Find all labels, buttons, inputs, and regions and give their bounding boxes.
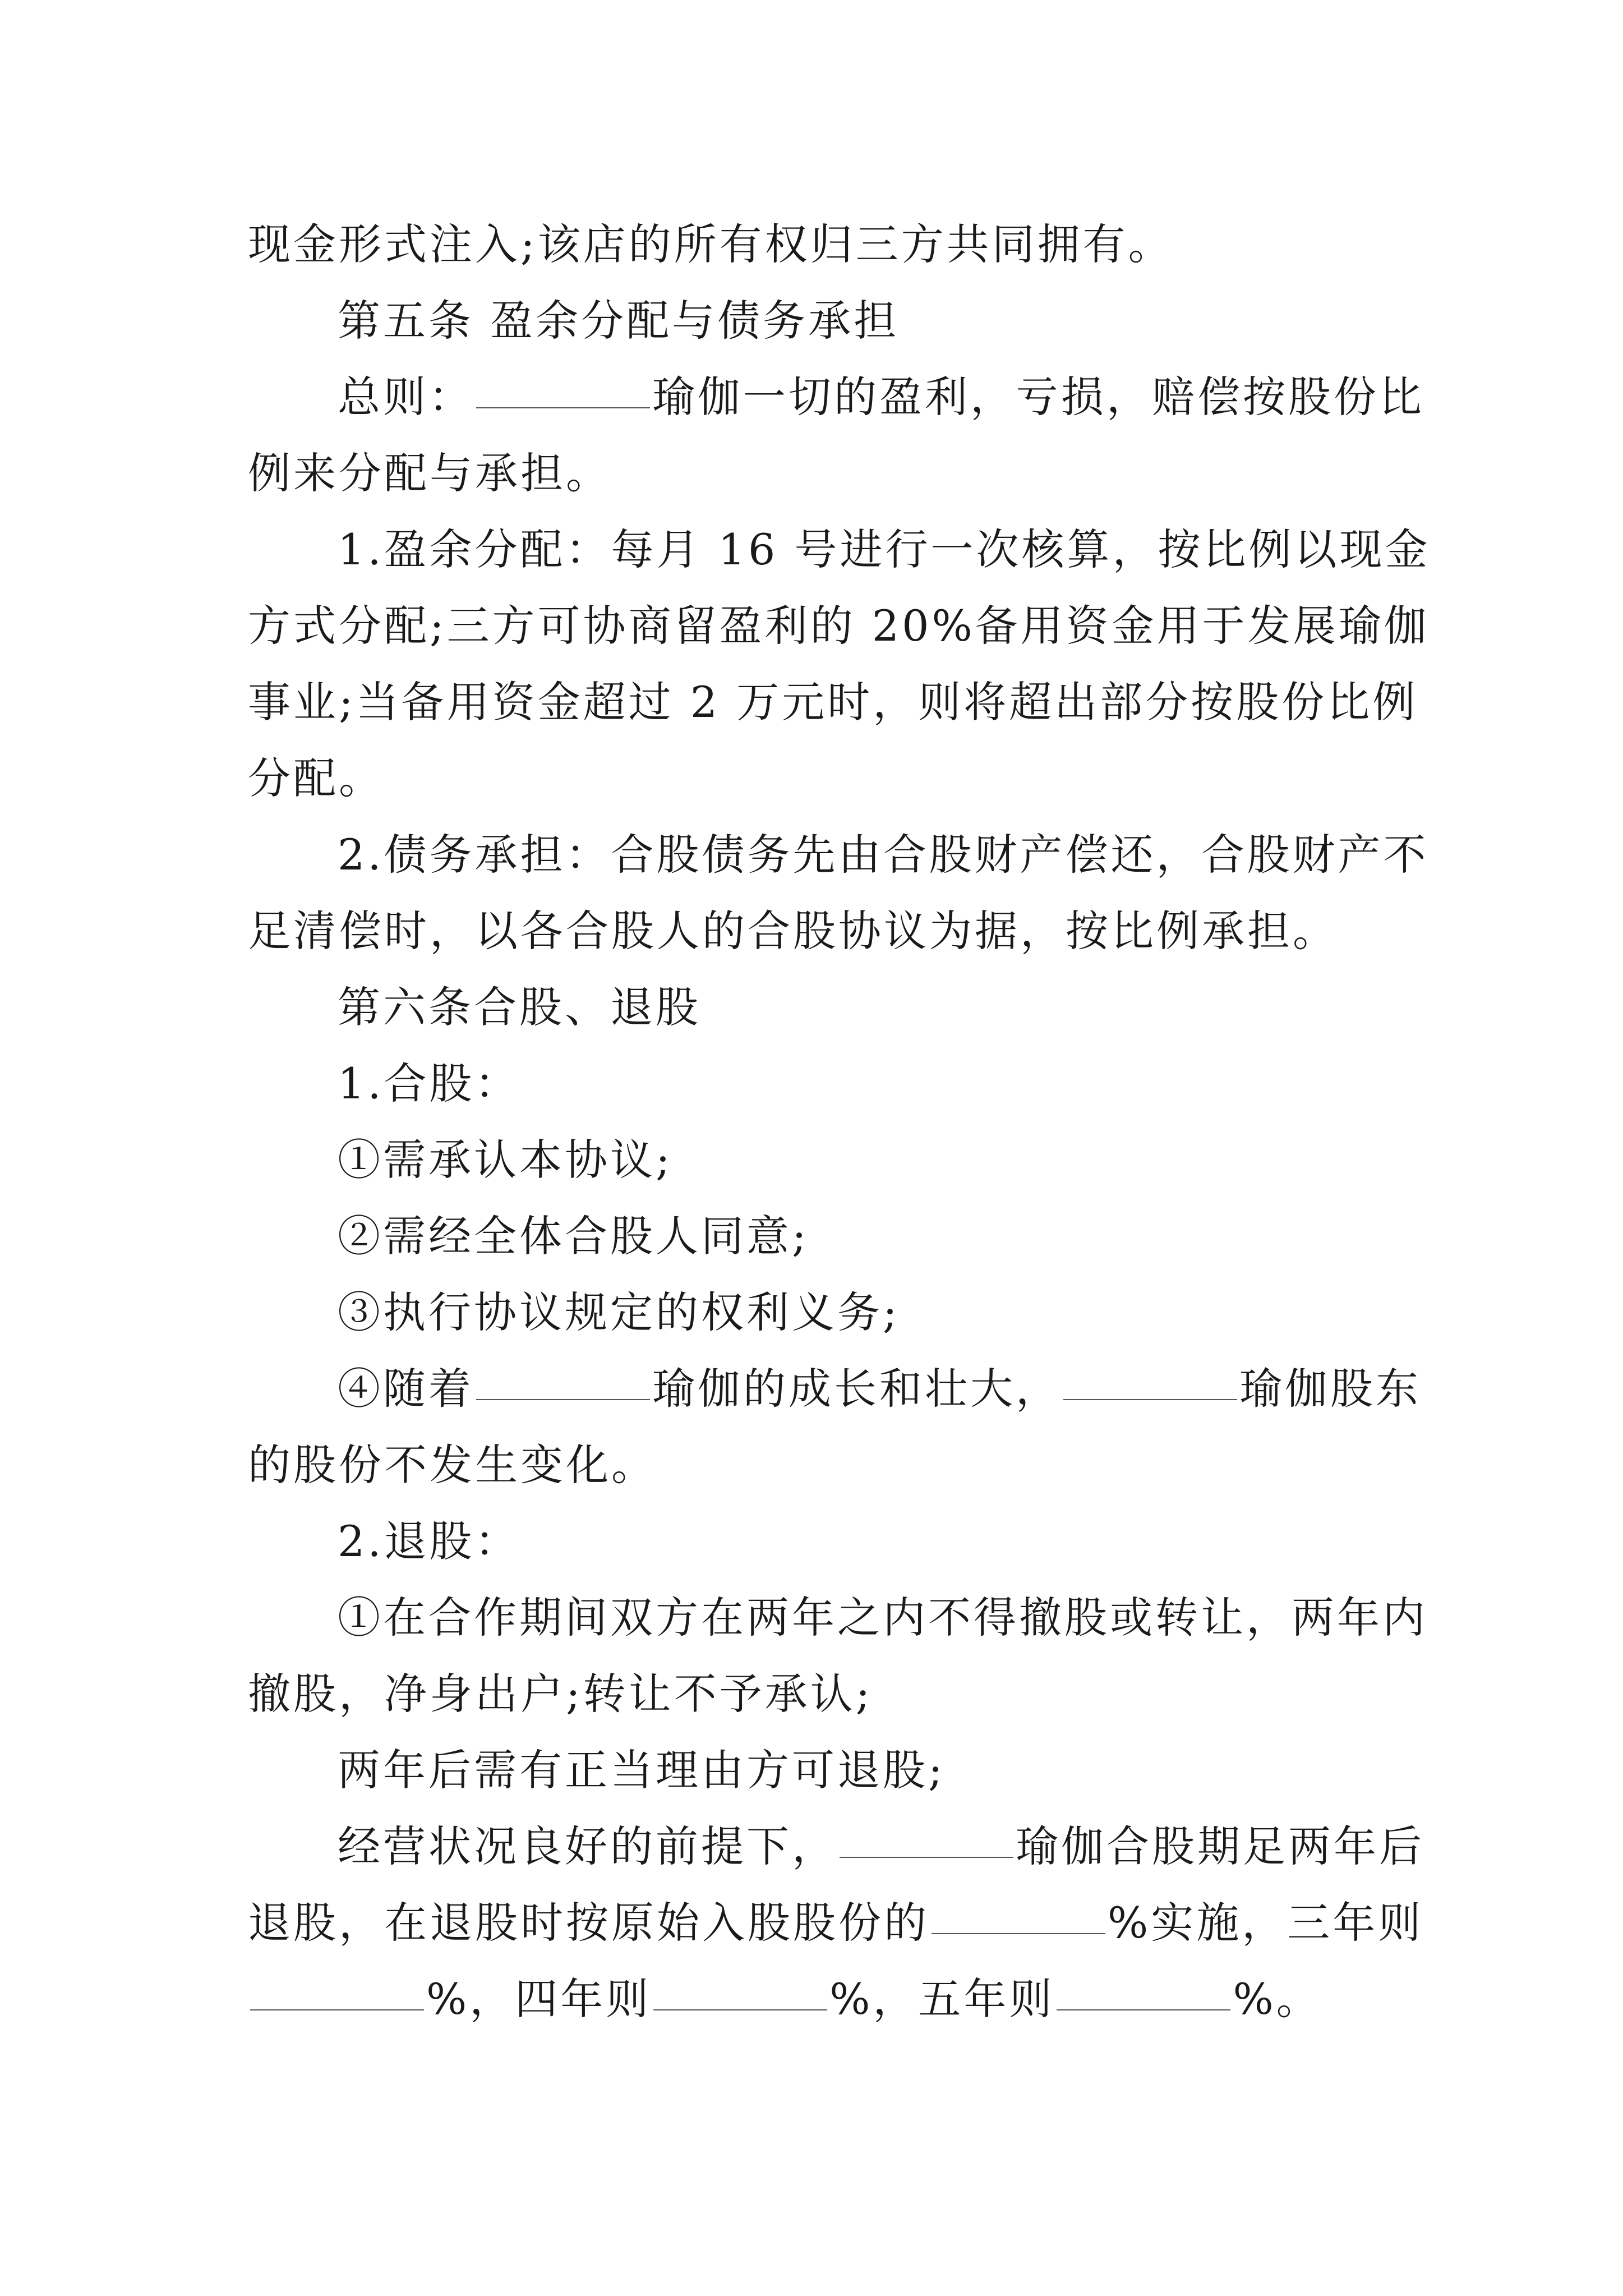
text-segment: ①在合作期间双方在两年之内不得撤股或转让，两年内: [338, 1593, 1428, 1642]
text-segment: %。: [1233, 1974, 1322, 2024]
text-line: [248, 588, 1430, 664]
text-line: [248, 1809, 1424, 1885]
text-line: [248, 1046, 1389, 1122]
text-segment: 瑜伽合股期足两年后: [1016, 1821, 1424, 1871]
text-line: [248, 206, 1389, 283]
text-segment: 现金形式注入;该店的所有权归三方共同拥有。: [248, 219, 1174, 269]
text-line: [248, 1656, 1389, 1732]
text-segment: 第六条合股、退股: [338, 982, 701, 1032]
text-segment: %实施，三年则: [1108, 1898, 1424, 1948]
text-segment: %，五年则: [829, 1974, 1055, 2024]
text-line: [248, 435, 1389, 512]
text-segment: 两年后需有正当理由方可退股;: [338, 1745, 946, 1795]
text-line: [248, 1122, 1389, 1198]
text-line: [248, 1427, 1389, 1503]
text-segment: 方式分配;三方可协商留盈利的 20%备用资金用于发展瑜伽: [248, 601, 1430, 651]
text-segment: 2.债务承担：合股债务先由合股财产偿还，合股财产不: [338, 830, 1429, 880]
text-segment: ③执行协议规定的权利义务;: [338, 1287, 900, 1337]
text-line: [248, 283, 1389, 359]
text-line: [248, 359, 1424, 435]
text-segment: 退股，在退股时按原始入股股份的: [248, 1898, 929, 1948]
text-line: [248, 740, 1389, 817]
text-line: [248, 1885, 1424, 1961]
text-segment: ④随着: [338, 1364, 474, 1414]
text-line: [248, 893, 1389, 969]
fill-in-blank: [653, 1967, 827, 2010]
text-line: [248, 1198, 1389, 1274]
text-segment: ②需经全体合股人同意;: [338, 1211, 809, 1261]
text-segment: ①需承认本协议;: [338, 1135, 673, 1185]
text-line: [248, 512, 1431, 588]
text-segment: 2.退股：: [338, 1516, 520, 1566]
fill-in-blank: [1057, 1967, 1230, 2010]
text-segment: 1.盈余分配：每月 16 号进行一次核算，按比例以现金: [338, 524, 1431, 574]
text-line: [248, 969, 1389, 1046]
text-segment: 第五条 盈余分配与债务承担: [338, 296, 900, 346]
text-line: [248, 1274, 1389, 1351]
text-line: [248, 1351, 1421, 1427]
text-segment: 瑜伽的成长和壮大，: [652, 1364, 1061, 1414]
text-line: [248, 1961, 1389, 2037]
text-segment: 事业;当备用资金超过 2 万元时，则将超出部分按股份比例: [248, 677, 1418, 727]
fill-in-blank: [476, 1356, 650, 1400]
text-segment: 经营状况良好的前提下，: [338, 1821, 837, 1871]
text-segment: 分配。: [248, 753, 384, 803]
text-line: [248, 1580, 1428, 1656]
text-line: [248, 817, 1429, 893]
text-segment: %，四年则: [426, 1974, 652, 2024]
text-segment: 撤股，净身出户;转让不予承认;: [248, 1669, 873, 1719]
fill-in-blank: [840, 1814, 1013, 1858]
fill-in-blank: [1063, 1356, 1237, 1400]
text-line: [248, 1732, 1389, 1809]
fill-in-blank: [250, 1967, 424, 2010]
text-segment: 例来分配与承担。: [248, 448, 611, 498]
text-line: [248, 1503, 1389, 1580]
document-body: [248, 206, 1431, 2037]
text-segment: 总则：: [338, 372, 474, 422]
text-line: [248, 664, 1418, 740]
text-segment: 瑜伽股东: [1239, 1364, 1421, 1414]
text-segment: 足清偿时，以各合股人的合股协议为据，按比例承担。: [248, 906, 1338, 956]
fill-in-blank: [476, 365, 650, 408]
fill-in-blank: [932, 1890, 1105, 1934]
text-segment: 1.合股：: [338, 1059, 520, 1108]
text-segment: 瑜伽一切的盈利，亏损，赔偿按股份比: [652, 372, 1424, 422]
text-segment: 的股份不发生变化。: [248, 1440, 657, 1490]
